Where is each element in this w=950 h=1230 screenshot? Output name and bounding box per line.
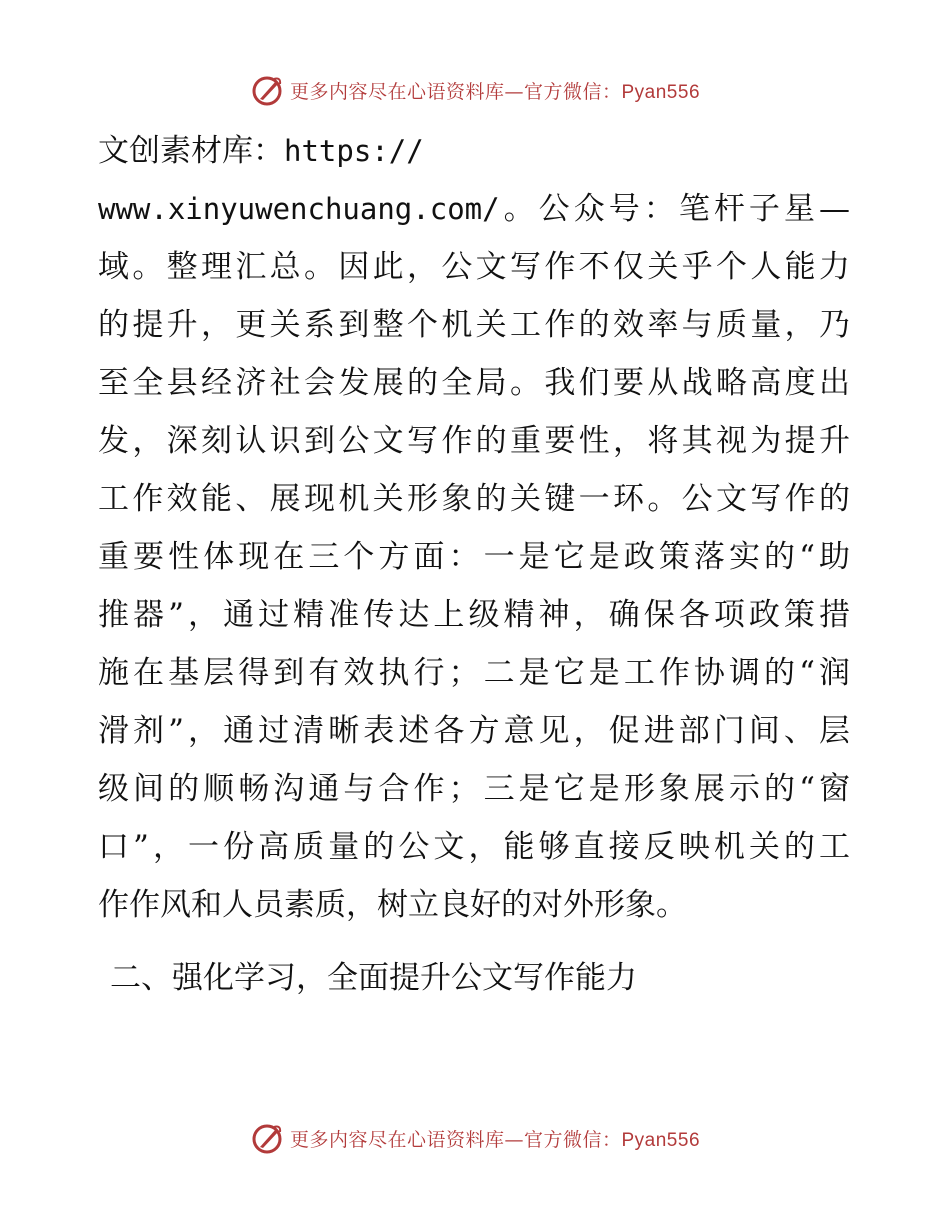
body-line: 文创素材库：https:// <box>98 133 424 169</box>
body-line: 级间的顺畅沟通与合作；三是它是形象展示的“窗 <box>98 771 850 807</box>
body-line: 口”，一份高质量的公文，能够直接反映机关的工 <box>98 829 850 865</box>
footer-banner-text: 更多内容尽在心语资料库—官方微信：Pyan556 <box>289 1128 701 1151</box>
body-line: 域。整理汇总。因此，公文写作不仅关乎个人能力 <box>98 249 850 285</box>
body-line: 推器”，通过精准传达上级精神，确保各项政策措 <box>98 597 850 633</box>
url-text: www.xinyuwenchuang.com/ <box>98 192 500 226</box>
header-banner-wechat-id: Pyan556 <box>621 81 701 103</box>
body-line: 工作效能、展现机关形象的关键一环。公文写作的 <box>98 481 850 517</box>
quill-logo-icon <box>250 73 284 107</box>
body-line: 发，深刻认识到公文写作的重要性，将其视为提升 <box>98 423 850 459</box>
body-line: 滑剂”，通过清晰表述各方意见，促进部门间、层 <box>98 713 850 749</box>
body-line: 施在基层得到有效执行；二是它是工作协调的“润 <box>98 655 850 691</box>
section-heading: 二、强化学习，全面提升公文写作能力 <box>110 960 637 996</box>
body-paragraph <box>98 122 850 934</box>
footer-banner-wechat-id: Pyan556 <box>621 1129 701 1151</box>
header-banner[interactable] <box>0 70 950 110</box>
body-line: 的提升，更关系到整个机关工作的效率与质量，乃 <box>98 307 850 343</box>
body-line-last: 作作风和人员素质，树立良好的对外形象。 <box>98 887 687 923</box>
footer-banner[interactable] <box>0 1118 950 1158</box>
body-line: 重要性体现在三个方面：一是它是政策落实的“助 <box>98 539 850 575</box>
url-fragment: https:// <box>284 134 424 168</box>
header-banner-text: 更多内容尽在心语资料库—官方微信：Pyan556 <box>289 80 701 103</box>
quill-logo-icon <box>250 1121 284 1155</box>
body-line: www.xinyuwenchuang.com/。公众号：笔杆子星— <box>98 191 850 227</box>
body-line: 至全县经济社会发展的全局。我们要从战略高度出 <box>98 365 850 401</box>
